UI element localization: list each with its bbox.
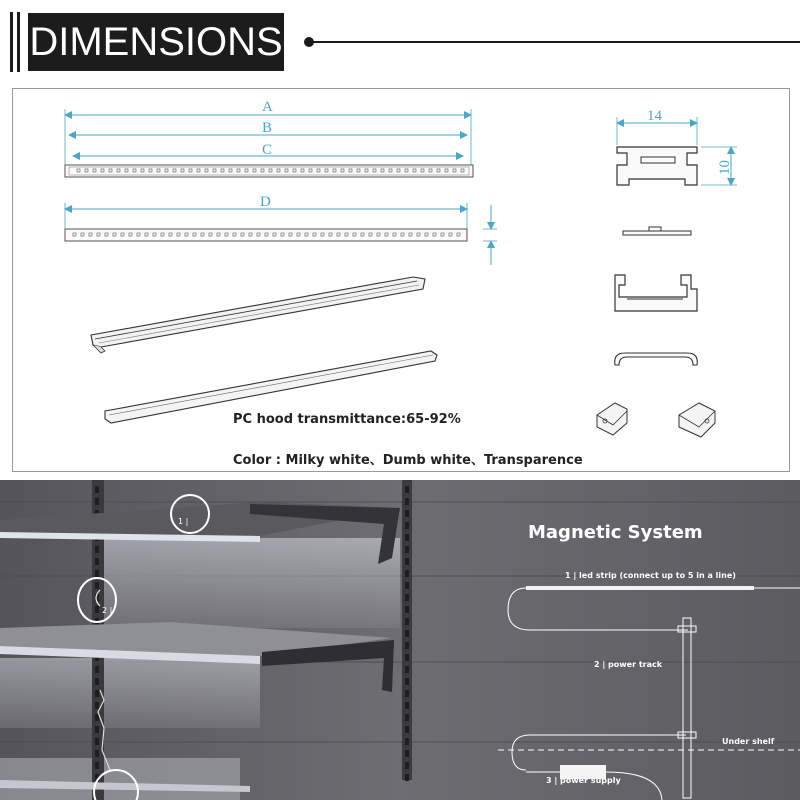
upright-slot — [95, 546, 99, 553]
under-shelf-label: Under shelf — [722, 737, 775, 746]
profile-top-view — [65, 165, 473, 177]
upright-slot — [95, 762, 99, 769]
width-dimension-label: 14 — [647, 108, 662, 124]
upright-slot — [95, 714, 99, 721]
channel-section — [615, 275, 697, 311]
dimension-label-a: A — [262, 99, 273, 115]
upright-slot — [405, 702, 409, 709]
upright-slot — [405, 618, 409, 625]
end-cap-right — [679, 403, 715, 437]
transmittance-note: PC hood transmittance:65-92% — [233, 412, 461, 427]
dimension-label-c: C — [262, 142, 273, 158]
upright-slot — [405, 510, 409, 517]
upright-slot — [95, 570, 99, 577]
upright-slot — [405, 486, 409, 493]
upright-slot — [95, 678, 99, 685]
upright-slot — [95, 486, 99, 493]
power-supply-label: 3 | power supply — [546, 776, 621, 785]
upright-slot — [405, 762, 409, 769]
led-strip-view — [65, 229, 467, 241]
upright-slot — [95, 582, 99, 589]
dimension-label-b: B — [262, 120, 273, 136]
upright-slot — [405, 714, 409, 721]
upright-slot — [405, 582, 409, 589]
technical-drawing — [12, 88, 790, 472]
upright-slot — [405, 522, 409, 529]
header-bar-left — [10, 12, 13, 72]
upright-slot — [405, 498, 409, 505]
upright-slot — [405, 558, 409, 565]
upright-slot — [95, 666, 99, 673]
cover-section — [615, 353, 698, 365]
color-note: Color : Milky white、Dumb white、Transparence — [233, 453, 583, 468]
upright-slot — [405, 690, 409, 697]
upright-slot — [405, 654, 409, 661]
photo-marker-2: 2 | — [102, 606, 113, 615]
upright-slot — [95, 702, 99, 709]
upright-slot — [95, 750, 99, 757]
upright-slot — [405, 570, 409, 577]
upright-slot — [405, 750, 409, 757]
upright-slot — [405, 738, 409, 745]
upright-slot — [405, 726, 409, 733]
dimension-label-d: D — [260, 194, 271, 210]
upright-slot — [405, 642, 409, 649]
channel-isometric — [91, 277, 425, 353]
header-bar-right — [17, 12, 20, 72]
upright-slot — [405, 606, 409, 613]
upright-slot — [95, 690, 99, 697]
magnetic-system-title: Magnetic System — [528, 522, 703, 543]
upright-slot — [405, 666, 409, 673]
upright-slot — [405, 774, 409, 781]
header-rule — [302, 28, 800, 56]
end-cap-left — [597, 403, 627, 435]
upright-slot — [95, 558, 99, 565]
pcb-section — [623, 227, 691, 235]
upright-slot — [95, 498, 99, 505]
led-strip-label: 1 | led strip (connect up to 5 in a line) — [565, 571, 736, 580]
page-title: DIMENSIONS — [28, 13, 284, 71]
upright-slot — [405, 630, 409, 637]
power-track-label: 2 | power track — [594, 660, 663, 669]
dimension-line-a — [65, 109, 471, 169]
upright-slot — [405, 594, 409, 601]
upright-slot — [405, 534, 409, 541]
upright-slot — [405, 546, 409, 553]
upright-slot — [95, 738, 99, 745]
upright-slot — [405, 678, 409, 685]
photo-marker-1: 1 | — [178, 517, 189, 526]
dimensions-header — [0, 0, 800, 82]
height-dimension-label: 10 — [717, 160, 733, 175]
strip-thickness-dimension — [483, 205, 497, 265]
upright-slot — [95, 726, 99, 733]
upright-slot — [95, 606, 99, 613]
